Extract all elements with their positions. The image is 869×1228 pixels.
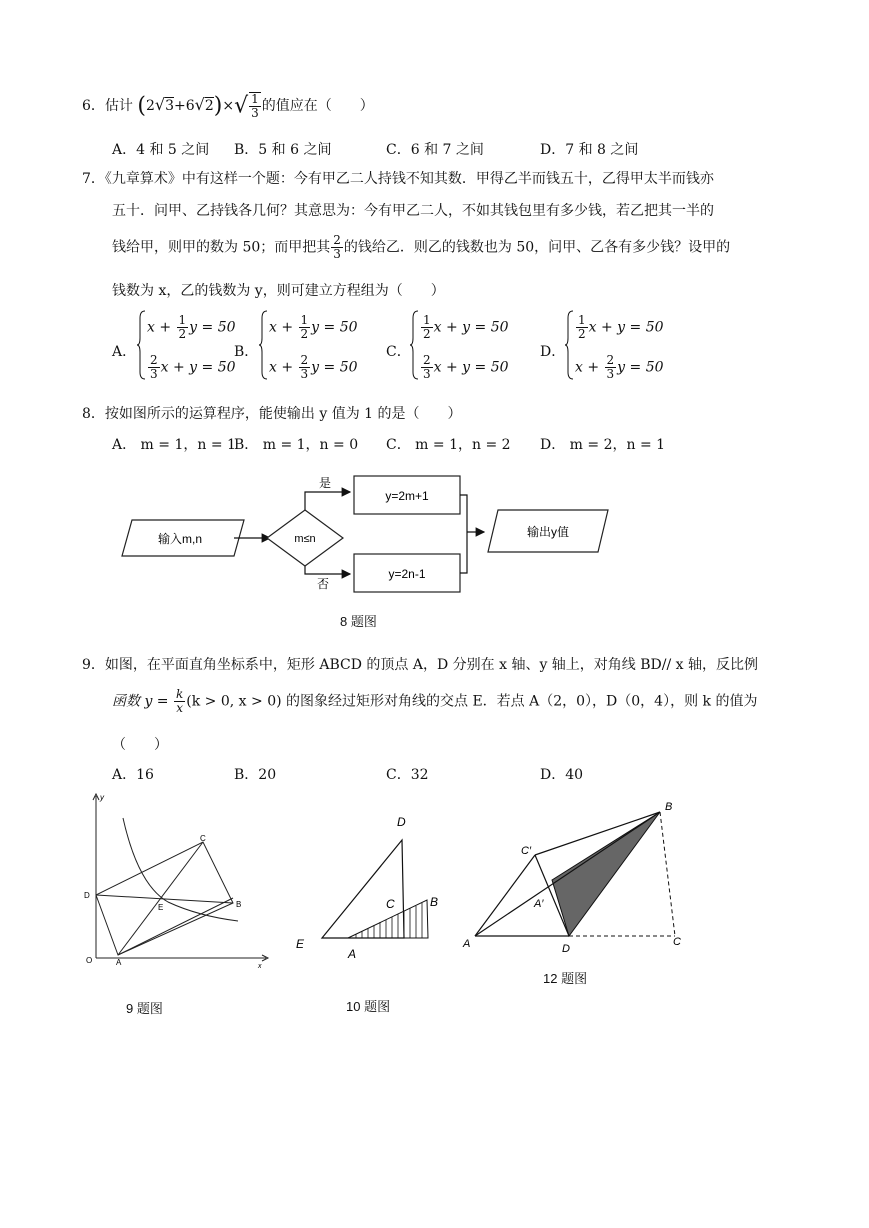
q9-option-c[interactable]: C．32 xyxy=(386,767,429,783)
q8-stem: 8．按如图所示的运算程序，能使输出 y 值为 1 的是（ ） xyxy=(82,406,462,422)
q9-option-b[interactable]: B．20 xyxy=(234,767,277,783)
q7-option-a-label[interactable]: A． xyxy=(112,344,137,360)
svg-text:A′: A′ xyxy=(534,898,544,910)
q9-line3: （ ） xyxy=(112,737,168,753)
q6-option-a[interactable]: A．4 和 5 之间 xyxy=(112,142,210,158)
svg-text:D: D xyxy=(397,815,406,829)
svg-text:C′: C′ xyxy=(521,845,532,857)
flow-yes-box-label: y=2m+1 xyxy=(385,489,429,503)
q8-number: 8． xyxy=(82,406,105,422)
flow-no-label: 否 xyxy=(317,577,330,591)
q6-number: 6． xyxy=(82,98,105,114)
q6-option-d[interactable]: D．7 和 8 之间 xyxy=(540,142,639,158)
q7-fraction: $\frac{2}{3}$ xyxy=(333,233,341,261)
q9-option-d[interactable]: D．40 xyxy=(540,767,584,783)
q9-line1: 9．如图，在平面直角坐标系中，矩形 ABCD 的顶点 A，D 分别在 x 轴、y 轴上，对角线 BD// x 轴，反比例 xyxy=(82,657,758,673)
fig9-caption: 9 题图 xyxy=(126,1001,163,1016)
q6-option-b[interactable]: B．5 和 6 之间 xyxy=(234,142,332,158)
q8-flowchart xyxy=(110,470,620,595)
q6-prefix: 估计 xyxy=(104,98,133,114)
svg-text:E: E xyxy=(296,937,305,951)
svg-text:B: B xyxy=(665,801,673,813)
svg-text:D: D xyxy=(84,891,90,900)
figure-10 xyxy=(290,810,450,970)
brace-icon xyxy=(565,310,575,380)
svg-text:E: E xyxy=(158,903,164,912)
svg-text:D: D xyxy=(562,943,570,955)
q8-caption: 8 题图 xyxy=(340,614,377,629)
q9-number: 9． xyxy=(82,657,105,673)
q7-option-d-label[interactable]: D． xyxy=(540,344,566,360)
svg-text:C: C xyxy=(386,897,395,911)
q7-line4: 钱数为 x，乙的钱数为 y，则可建立方程组为（ ） xyxy=(112,283,445,299)
flow-input-label: 输入m,n xyxy=(157,532,203,546)
q7-option-b-system[interactable]: x + $\frac{1}{2}$ y = 50 x + $\frac{2}{3}$ y = 50 xyxy=(259,310,359,370)
svg-text:C: C xyxy=(673,936,681,948)
flow-decision-label: m≤n xyxy=(294,533,316,545)
q7-option-a-system[interactable]: x + $\frac{1}{2}$ y = 50 $\frac{2}{3}$ x + y = 50 xyxy=(137,310,237,370)
q6-stem: 6．估计 (2√3+6√2)×√ $\frac{1}{3}$ 的值应在（ ） xyxy=(82,92,374,120)
figure-9 xyxy=(78,790,278,980)
svg-text:B: B xyxy=(236,900,242,909)
brace-icon xyxy=(410,310,420,380)
q6-root-fraction: $\frac{1}{3}$ xyxy=(251,92,259,120)
q8-option-d[interactable]: D． m = 2，n = 1 xyxy=(540,437,666,453)
svg-text:A: A xyxy=(116,958,122,967)
q7-option-d-system[interactable]: $\frac{1}{2}$ x + y = 50 x + $\frac{2}{3}$ y = 50 xyxy=(565,310,665,370)
fig12-caption: 12 题图 xyxy=(543,971,588,986)
flow-output-label: 输出y值 xyxy=(526,525,570,539)
q7-line3: 钱给甲，则甲的数为 50；而甲把其 $\frac{2}{3}$ 的钱给乙．则乙的钱数也为 50，问甲、乙各有多少钱？设甲的 xyxy=(112,233,731,261)
q7-option-c-system[interactable]: $\frac{1}{2}$ x + y = 50 $\frac{2}{3}$ x + y = 50 xyxy=(410,310,510,370)
brace-icon xyxy=(259,310,269,380)
svg-text:x: x xyxy=(258,963,262,970)
q7-option-c-label[interactable]: C． xyxy=(386,344,411,360)
svg-text:A: A xyxy=(463,938,471,950)
q9-fraction: $\frac{k}{x}$ xyxy=(176,687,184,715)
svg-text:B: B xyxy=(430,895,439,909)
flow-no-box-label: y=2n-1 xyxy=(388,567,426,581)
q7-line1: 7．《九章算术》中有这样一个题：今有甲乙二人持钱不知其数．甲得乙半而钱五十，乙得甲太半而钱亦 xyxy=(82,171,714,187)
svg-text:A: A xyxy=(348,947,357,961)
fig10-caption: 10 题图 xyxy=(346,999,391,1014)
q9-option-a[interactable]: A．16 xyxy=(112,767,154,783)
q7-line2: 五十．问甲、乙持钱各几何？其意思为：今有甲乙二人，不如其钱包里有多少钱，若乙把其一半的 xyxy=(112,203,714,219)
flow-yes-label: 是 xyxy=(319,476,332,490)
q6-option-c[interactable]: C．6 和 7 之间 xyxy=(386,142,484,158)
svg-text:O: O xyxy=(86,956,93,965)
q7-option-b-label[interactable]: B． xyxy=(234,344,259,360)
brace-icon xyxy=(137,310,147,380)
figure-12 xyxy=(455,795,695,965)
q9-line2: 函数 y = $\frac{k}{x}$ (k > 0, x > 0) 的图象经过矩形对角线的交点 E．若点 A（2，0），D（0，4），则 k 的值为 xyxy=(112,687,758,715)
svg-text:y: y xyxy=(100,793,104,802)
q7-number: 7． xyxy=(82,171,105,187)
q6-suffix: 的值应在（ ） xyxy=(261,98,374,114)
q8-option-c[interactable]: C． m = 1，n = 2 xyxy=(386,437,511,453)
svg-text:C: C xyxy=(200,834,206,843)
q8-option-a[interactable]: A． m = 1，n = 1 xyxy=(112,437,236,453)
q6-expression: ( xyxy=(137,93,146,119)
q8-option-b[interactable]: B． m = 1，n = 0 xyxy=(234,437,359,453)
